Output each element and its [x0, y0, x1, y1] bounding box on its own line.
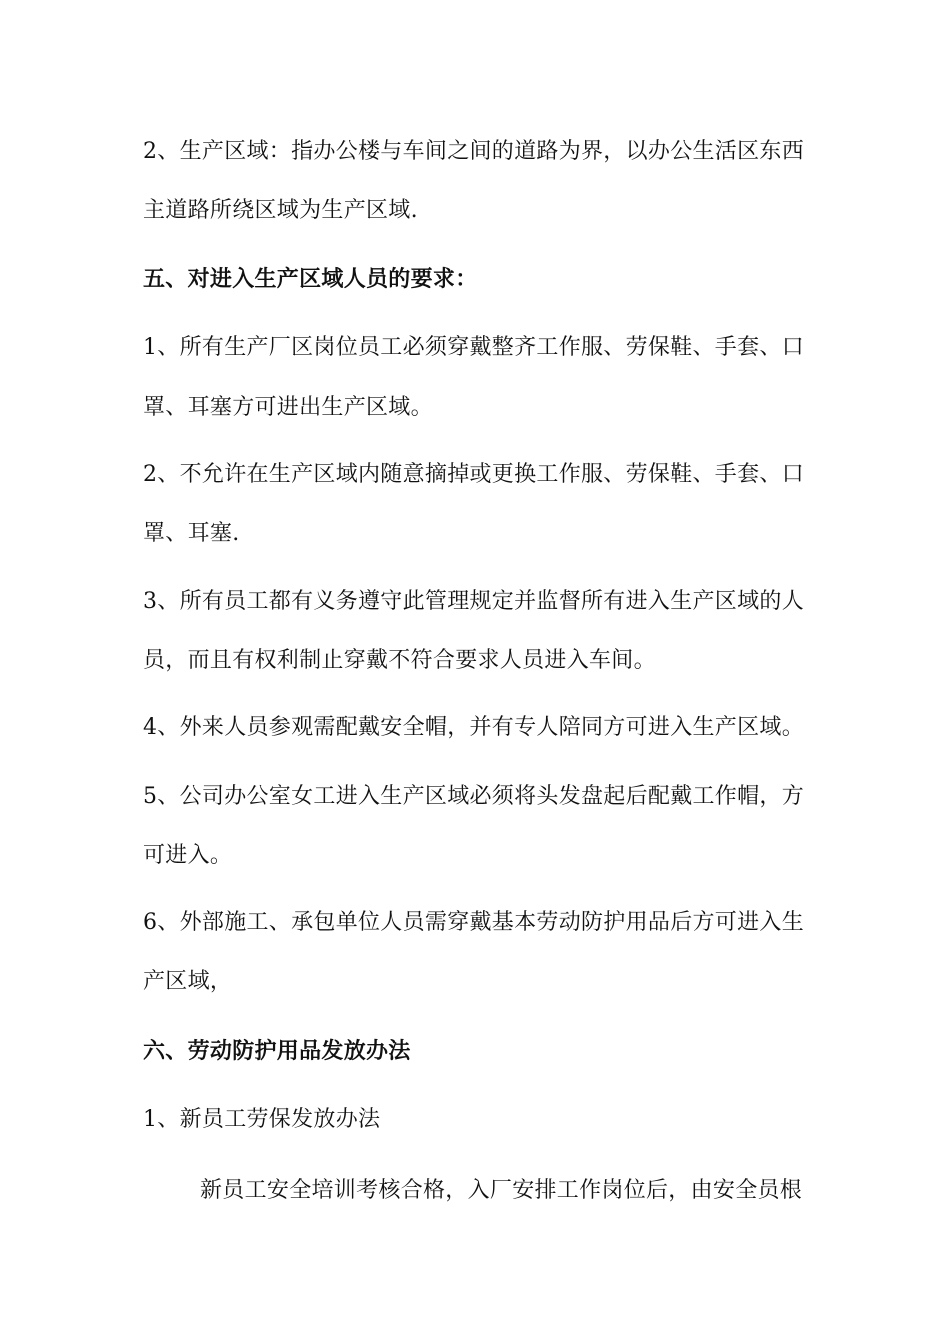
paragraph-line: 1、新员工劳保发放办法 [143, 1107, 381, 1132]
paragraph-line: 罩、耳塞. [143, 521, 240, 546]
paragraph-line: 员，而且有权利制止穿戴不符合要求人员进入车间。 [143, 648, 656, 673]
paragraph-line: 新员工安全培训考核合格，入厂安排工作岗位后，由安全员根 [200, 1178, 803, 1203]
section-heading: 六、劳动防护用品发放办法 [143, 1038, 411, 1064]
paragraph-line: 4、外来人员参观需配戴安全帽，并有专人陪同方可进入生产区域。 [143, 715, 804, 740]
paragraph-line: 3、所有员工都有义务遵守此管理规定并监督所有进入生产区域的人 [143, 589, 804, 614]
paragraph-line: 2、不允许在生产区域内随意摘掉或更换工作服、劳保鞋、手套、口 [143, 462, 804, 487]
paragraph-line: 主道路所绕区域为生产区域. [143, 198, 418, 223]
paragraph-line: 1、所有生产厂区岗位员工必须穿戴整齐工作服、劳保鞋、手套、口 [143, 335, 804, 360]
paragraph-line: 6、外部施工、承包单位人员需穿戴基本劳动防护用品后方可进入生 [143, 910, 804, 935]
paragraph-line: 2、生产区域：指办公楼与车间之间的道路为界，以办公生活区东西 [143, 139, 804, 164]
paragraph-line: 可进入。 [143, 843, 233, 868]
paragraph-line: 5、公司办公室女工进入生产区域必须将头发盘起后配戴工作帽，方 [143, 784, 804, 809]
section-heading: 五、对进入生产区域人员的要求： [143, 266, 478, 292]
paragraph-line: 罩、耳塞方可进出生产区域。 [143, 395, 433, 420]
paragraph-line: 产区域， [143, 969, 233, 994]
